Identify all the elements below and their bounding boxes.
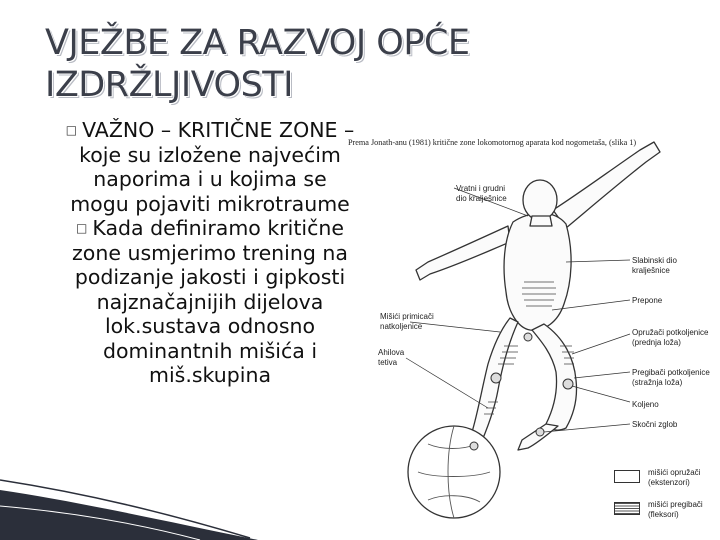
legend-flexors-line1: mišići pregibači <box>648 500 703 509</box>
decorative-swoosh <box>0 450 260 540</box>
label-slabinski <box>632 256 677 276</box>
figure-caption: Prema Jonath-anu (1981) kritične zone lokomotornog aparata kod nogometaša, (slika 1) <box>348 138 637 147</box>
label-slabinski-line1: Slabinski dio <box>632 256 677 265</box>
slide-title <box>45 22 605 106</box>
label-vratni-line1: Vratni i grudni <box>456 184 506 193</box>
label-koljeno-line1: Koljeno <box>632 400 659 409</box>
bullet-text-1: VAŽNO – KRITIČNE ZONE – koje su izložene najvećim naporima i u kojima se mogu pojaviti mikrotraume <box>70 118 355 216</box>
bullet-text-2: Kada definiramo kritične zone usmjerimo trening na podizanje jakosti i gipkosti najznačajnijih dijelova lok.sustava odnosno dominantnih mišića i miš.skupina <box>72 216 348 387</box>
legend-label-extensors <box>648 468 700 488</box>
legend-extensors-line1: mišići opružači <box>648 468 701 477</box>
legend-swatch-extensors <box>614 470 640 483</box>
label-opruzaci <box>632 328 708 348</box>
label-opruzaci-line1: Opružači potkoljenice <box>632 328 709 337</box>
label-ahilova-line1: Ahilova <box>378 348 405 357</box>
label-pregibaci <box>632 368 710 388</box>
label-prepone <box>632 296 662 306</box>
label-ahilova-line2: tetiva <box>378 358 398 367</box>
bullet-item-1 <box>62 118 358 216</box>
square-bullet-icon: □ <box>76 221 88 235</box>
legend-extensors-line2: (ekstenzori) <box>648 478 690 487</box>
label-misici-line1: Mišići primicači <box>380 312 434 321</box>
label-skocni-line1: Skočni zglob <box>632 420 678 429</box>
label-slabinski-line2: kralješnice <box>632 266 670 275</box>
label-pregibaci-line2: (stražnja loža) <box>632 378 683 387</box>
label-vratni <box>456 184 507 204</box>
label-opruzaci-line2: (prednja loža) <box>632 338 681 347</box>
bullet-item-2 <box>62 216 358 388</box>
legend-label-flexors <box>648 500 703 520</box>
title-line-2: IZDRŽLJIVOSTI <box>45 65 293 105</box>
label-pregibaci-line1: Pregibači potkoljenice <box>632 368 710 377</box>
label-misici <box>380 312 434 332</box>
label-misici-line2: natkoljenice <box>380 322 423 331</box>
label-prepone-line1: Prepone <box>632 296 663 305</box>
label-vratni-line2: dio kralješnice <box>456 194 507 203</box>
title-line-1: VJEŽBE ZA RAZVOJ OPĆE <box>45 23 470 63</box>
label-ahilova <box>378 348 404 368</box>
bullet-list <box>62 118 358 388</box>
label-koljeno <box>632 400 659 410</box>
label-skocni <box>632 420 677 430</box>
square-bullet-icon: □ <box>65 123 78 137</box>
legend-flexors-line2: (fleksori) <box>648 510 679 519</box>
legend-swatch-flexors <box>614 502 640 515</box>
